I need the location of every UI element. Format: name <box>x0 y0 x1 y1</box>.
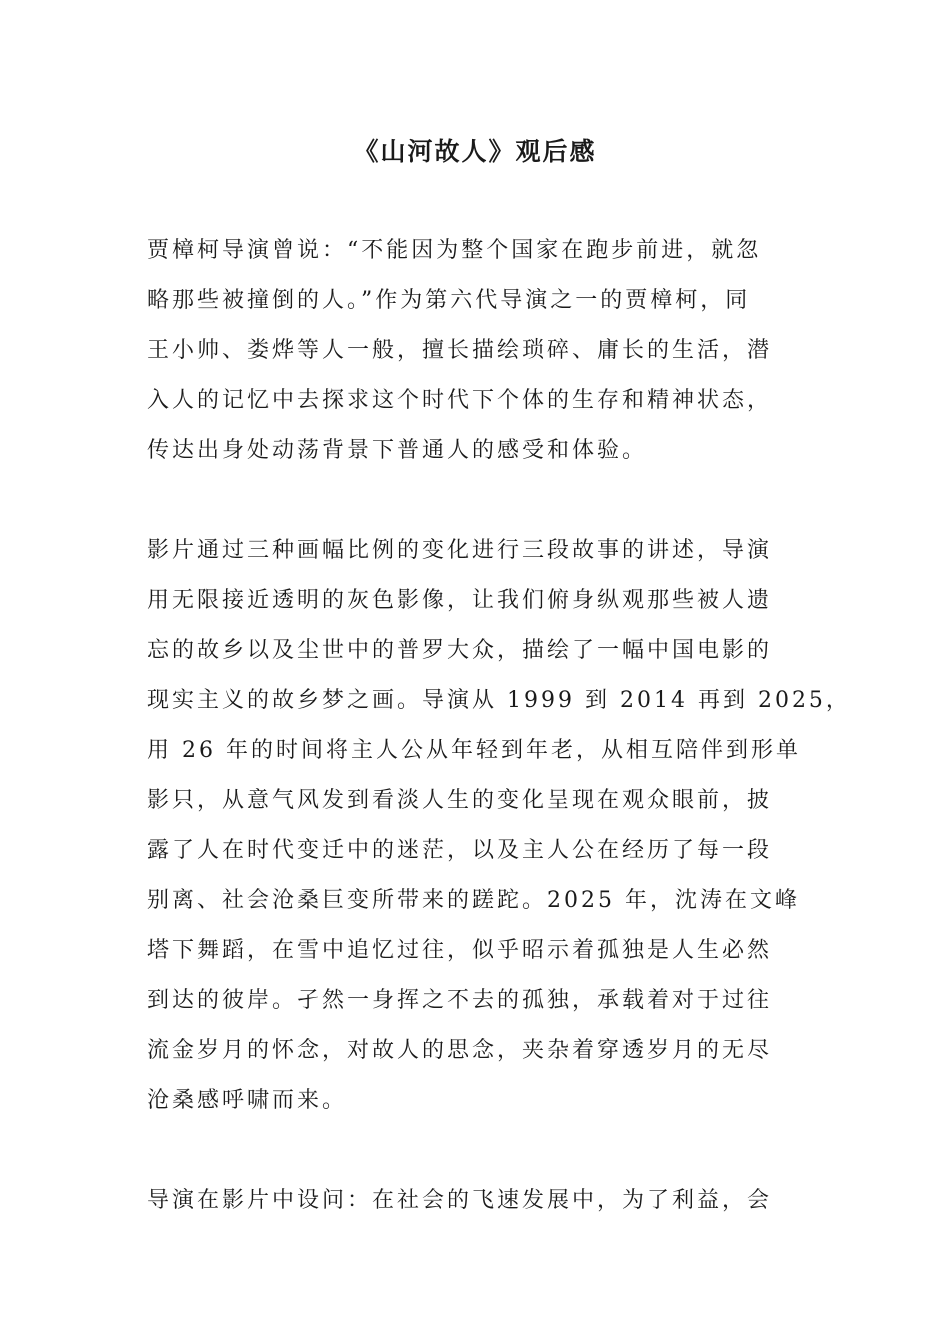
text-line: 导演在影片中设问：在社会的飞速发展中，为了利益，会 <box>147 1188 773 1213</box>
text-line: 沧桑感呼啸而来。 <box>147 1088 348 1113</box>
paragraph-1 <box>147 226 811 476</box>
text-line: 流金岁月的怀念，对故人的思念，夹杂着穿透岁月的无尽 <box>147 1038 773 1063</box>
text-line: 用 26 年的时间将主人公从年轻到年老，从相互陪伴到形单 <box>147 738 801 763</box>
text-line: 王小帅、娄烨等人一般，擅长描绘琐碎、庸长的生活，潜 <box>147 338 773 363</box>
text-line: 到达的彼岸。孑然一身挥之不去的孤独，承载着对于过往 <box>147 988 773 1013</box>
text-line: 塔下舞蹈，在雪中追忆过往，似乎昭示着孤独是人生必然 <box>147 938 773 963</box>
paragraph-2 <box>147 526 851 1126</box>
text-line: 现实主义的故乡梦之画。导演从 1999 到 2014 再到 2025， <box>147 688 851 713</box>
text-line: 用无限接近透明的灰色影像，让我们俯身纵观那些被人遗 <box>147 588 773 613</box>
document-title: 《山河故人》观后感 <box>353 137 597 166</box>
text-line: 影片通过三种画幅比例的变化进行三段故事的讲述，导演 <box>147 538 773 563</box>
text-line: 露了人在时代变迁中的迷茫，以及主人公在经历了每一段 <box>147 838 773 863</box>
text-line: 别离、社会沧桑巨变所带来的蹉跎。2025 年，沈涛在文峰 <box>147 888 800 913</box>
text-line: 忘的故乡以及尘世中的普罗大众，描绘了一幅中国电影的 <box>147 638 773 663</box>
text-line: 传达出身处动荡背景下普通人的感受和体验。 <box>147 438 648 463</box>
text-line: 入人的记忆中去探求这个时代下个体的生存和精神状态， <box>147 388 773 413</box>
document-body <box>147 226 851 1276</box>
text-line: 影只，从意气风发到看淡人生的变化呈现在观众眼前，披 <box>147 788 773 813</box>
text-line: 贾樟柯导演曾说：“不能因为整个国家在跑步前进，就忽 <box>147 238 762 263</box>
text-line: 略那些被撞倒的人。”作为第六代导演之一的贾樟柯，同 <box>147 288 751 313</box>
paragraph-3 <box>147 1176 811 1226</box>
